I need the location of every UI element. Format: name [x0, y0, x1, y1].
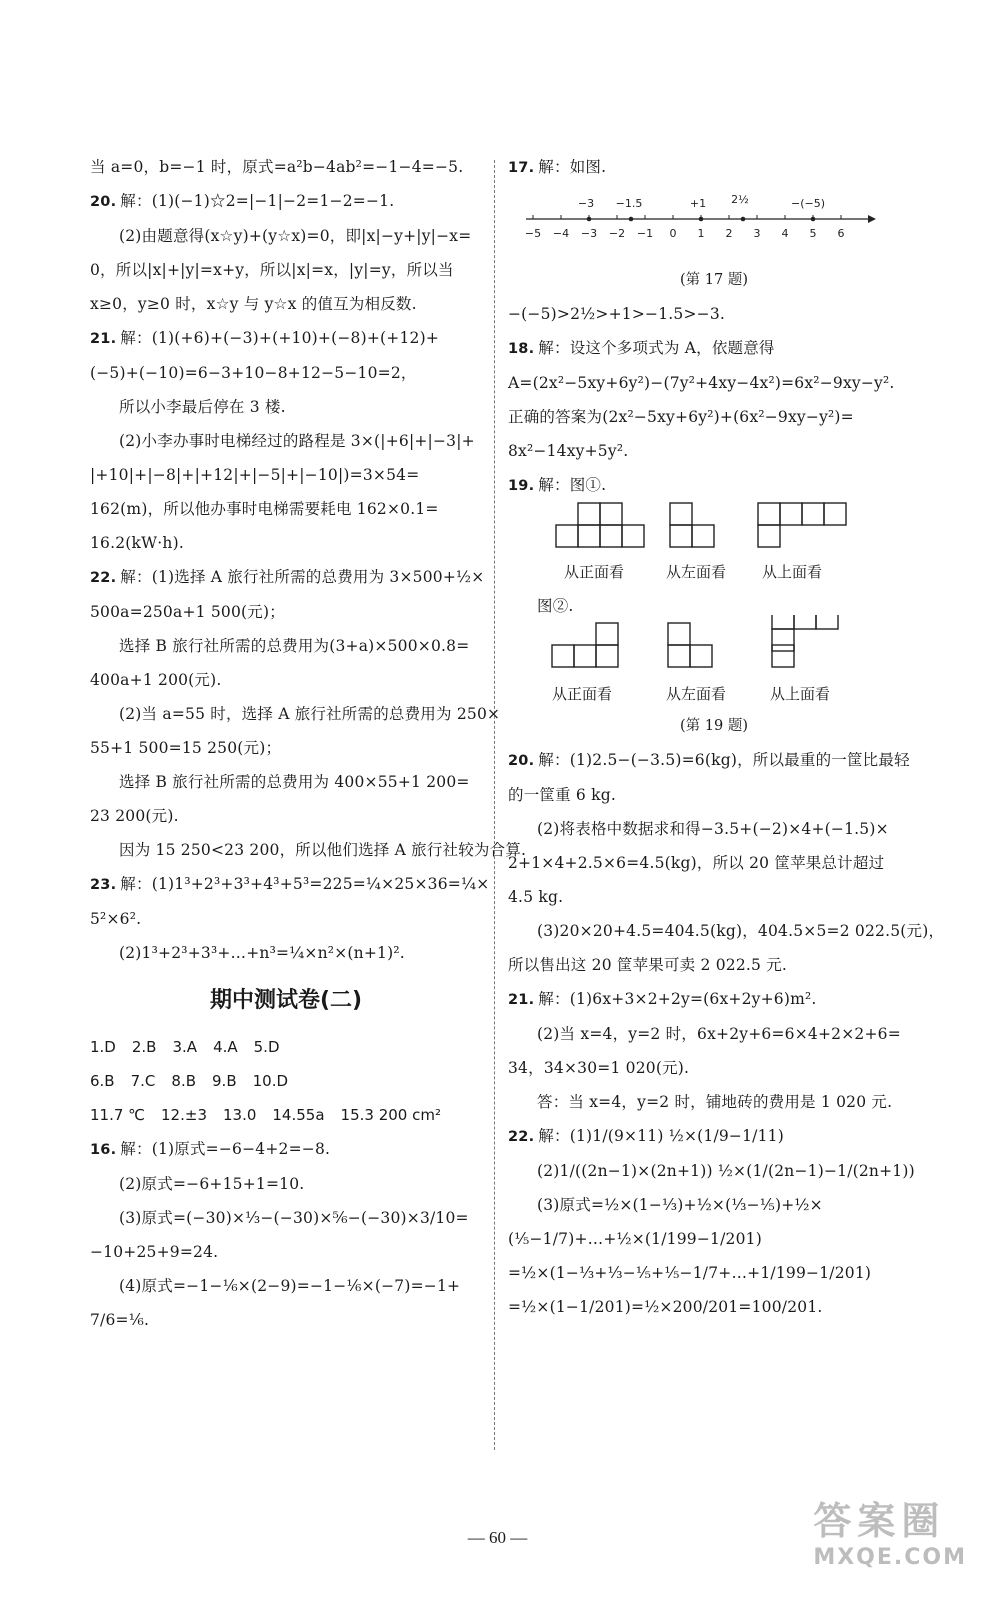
text-line: 解：(1)1/(9×11) ½×(1/9−1/11): [538, 1127, 784, 1145]
answer-item: 4.A: [213, 1038, 238, 1056]
tick-label: −3: [580, 227, 598, 240]
text-line: 的一筐重 6 kg.: [508, 786, 616, 804]
text-line: (2)当 a=55 时，选择 A 旅行社所需的总费用为 250×: [119, 705, 501, 723]
answer-item: 15.3 200 cm²: [340, 1106, 441, 1124]
tick-label: 5: [809, 227, 817, 240]
number-line-figure: [508, 185, 920, 265]
answer-item: 8.B: [171, 1072, 197, 1090]
text-line: (2)1/((2n−1)×(2n+1)) ½×(1/(2n−1)−1/(2n+1)): [537, 1162, 915, 1180]
answer-item: 2.B: [131, 1038, 157, 1056]
text-line: x≥0，y≥0 时，x☆y 与 y☆x 的值互为相反数.: [90, 295, 417, 313]
point-label: +1: [689, 197, 707, 210]
point-label: 2½: [731, 193, 749, 206]
question-number: 20.: [508, 753, 535, 769]
text-line: −10+25+9=24.: [90, 1243, 219, 1261]
view-label: 从上面看: [770, 685, 831, 703]
watermark-url: MXQE.COM: [813, 1545, 967, 1570]
text-line: 2+1×4+2.5×6=4.5(kg)，所以 20 筐苹果总计超过: [508, 854, 885, 872]
tick-label: −4: [552, 227, 570, 240]
text-line: (2)由题意得(x☆y)+(y☆x)=0，即|x|−y+|y|−x=: [119, 227, 472, 245]
watermark-logo: [813, 1490, 967, 1570]
text-line: 选择 B 旅行社所需的总费用为 400×55+1 200=: [119, 773, 470, 791]
tick-label: 0: [669, 227, 677, 240]
tick-label: −5: [524, 227, 542, 240]
text-line: 所以小李最后停在 3 楼.: [119, 398, 286, 416]
text-line: (−5)+(−10)=6−3+10−8+12−5−10=2，: [90, 364, 417, 382]
question-number: 21.: [90, 331, 117, 347]
page-number: — 60 —: [467, 1528, 528, 1547]
answer-item: 10.D: [252, 1072, 289, 1090]
question-number: 23.: [90, 877, 117, 893]
text-line: 解：(1)原式=−6−4+2=−8.: [120, 1140, 331, 1158]
arrow-icon: [868, 215, 876, 223]
question-number: 19.: [508, 478, 535, 494]
text-line: 解：(1)1³+2³+3³+4³+5³=225=¼×25×36=¼×: [120, 875, 490, 893]
view-label: 从上面看: [762, 563, 823, 581]
answer-item: 11.7 ℃: [90, 1106, 146, 1124]
text-line: 所以售出这 20 筐苹果可卖 2 022.5 元.: [508, 956, 788, 974]
question-number: 22.: [508, 1129, 535, 1145]
text-line: 23 200(元).: [90, 807, 179, 825]
text-line: 正确的答案为(2x²−5xy+6y²)+(6x²−9xy−y²)=: [508, 408, 854, 426]
text-line: 34，34×30=1 020(元).: [508, 1059, 690, 1077]
text-line: 解：设这个多项式为 A，依题意得: [538, 339, 775, 357]
text-line: 0，所以|x|+|y|=x+y，所以|x|=x，|y|=y，所以当: [90, 261, 454, 279]
question-number: 18.: [508, 341, 535, 357]
figure-caption: (第 17 题): [680, 272, 748, 288]
text-line: (2)原式=−6+15+1=10.: [119, 1175, 305, 1193]
text-line: 16.2(kW·h).: [90, 534, 184, 552]
text-line: =½×(1−1/201)=½×200/201=100/201.: [508, 1298, 823, 1316]
text-line: (3)原式=(−30)×⅓−(−30)×⅚−(−30)×3/10=: [119, 1209, 469, 1227]
point-label: −(−5): [790, 197, 826, 210]
view-label: 从左面看: [666, 563, 727, 581]
point-label: −3: [577, 197, 595, 210]
text-line: 解：(1)(+6)+(−3)+(+10)+(−8)+(+12)+: [120, 329, 440, 347]
answer-item: 14.55a: [272, 1106, 325, 1124]
text-line: (2)小李办事时电梯经过的路程是 3×(|+6|+|−3|+: [119, 432, 475, 450]
text-line: |+10|+|−8|+|+12|+|−5|+|−10|)=3×54=: [90, 466, 420, 484]
section-title: 期中测试卷(二): [209, 988, 363, 1013]
view-label: 从正面看: [552, 685, 613, 703]
text-line: 答：当 x=4，y=2 时，铺地砖的费用是 1 020 元.: [537, 1093, 893, 1111]
text-line: A=(2x²−5xy+6y²)−(7y²+4xy−4x²)=6x²−9xy−y².: [508, 374, 895, 392]
text-line: 解：图①.: [538, 476, 607, 494]
text-line: (3)20×20+4.5=404.5(kg)，404.5×5=2 022.5(元)，: [537, 922, 945, 940]
text-line: (2)将表格中数据求和得−3.5+(−2)×4+(−1.5)×: [537, 820, 889, 838]
text-line: (⅕−1/7)+…+½×(1/199−1/201): [508, 1230, 762, 1248]
tick-label: 1: [697, 227, 705, 240]
answers-row: [90, 1098, 482, 1132]
three-view-drawing: [508, 615, 920, 679]
answers-row: [90, 1030, 482, 1064]
text-line: 7/6=⅙.: [90, 1311, 150, 1329]
text-line: 因为 15 250<23 200，所以他们选择 A 旅行社较为合算.: [119, 841, 527, 859]
text-line: 解：(1)6x+3×2+2y=(6x+2y+6)m².: [538, 990, 817, 1008]
question-number: 22.: [90, 570, 117, 586]
tick-label: 2: [725, 227, 733, 240]
tick-label: 6: [837, 227, 845, 240]
answer-item: 6.B: [90, 1072, 115, 1090]
figure-2-views: [508, 623, 920, 709]
tick-label: 4: [781, 227, 789, 240]
text-line: 8x²−14xy+5y².: [508, 442, 629, 460]
text-line: 当 a=0，b=−1 时，原式=a²b−4ab²=−1−4=−5.: [90, 158, 464, 176]
figure-caption: (第 19 题): [680, 718, 748, 734]
answer-item: 3.A: [172, 1038, 198, 1056]
text-line: 选择 B 旅行社所需的总费用为(3+a)×500×0.8=: [119, 637, 470, 655]
column-divider: [494, 160, 495, 1450]
question-number: 21.: [508, 992, 535, 1008]
answer-item: 13.0: [222, 1106, 257, 1124]
tick-label: −2: [608, 227, 626, 240]
text-line: 解：(1)(−1)☆2=|−1|−2=1−2=−1.: [120, 192, 395, 210]
tick-label: −1: [636, 227, 654, 240]
answer-item: 9.B: [212, 1072, 237, 1090]
text-line: 解：(1)2.5−(−3.5)=6(kg)，所以最重的一筐比最轻: [538, 751, 910, 769]
text-line: (4)原式=−1−⅙×(2−9)=−1−⅙×(−7)=−1+: [119, 1277, 461, 1295]
view-label: 从正面看: [564, 563, 625, 581]
watermark-text: 答案圈: [813, 1499, 946, 1543]
answers-row: [90, 1064, 482, 1098]
answer-item: 7.C: [130, 1072, 156, 1090]
text-line: 55+1 500=15 250(元)；: [90, 739, 282, 757]
answer-item: 12.±3: [161, 1106, 207, 1124]
figure-1-views: [508, 503, 920, 595]
text-line: (3)原式=½×(1−⅓)+½×(⅓−⅕)+½×: [537, 1196, 823, 1214]
answer-item: 1.D: [90, 1038, 116, 1056]
text-line: 162(m)，所以他办事时电梯需要耗电 162×0.1=: [90, 500, 439, 518]
question-number: 17.: [508, 160, 535, 176]
text-line: =½×(1−⅓+⅓−⅕+⅕−1/7+…+1/199−1/201): [508, 1264, 872, 1282]
text-line: −(−5)>2½>+1>−1.5>−3.: [508, 305, 726, 323]
answer-item: 5.D: [253, 1038, 280, 1056]
text-line: 5²×6².: [90, 910, 142, 928]
text-line: 图②.: [537, 597, 574, 615]
point-label: −1.5: [615, 197, 643, 210]
right-column: [508, 150, 945, 1324]
three-view-drawing: [508, 499, 920, 559]
tick-label: 3: [753, 227, 761, 240]
text-line: 解：(1)选择 A 旅行社所需的总费用为 3×500+½×: [120, 568, 485, 586]
question-number: 20.: [90, 194, 117, 210]
view-label: 从左面看: [666, 685, 727, 703]
text-line: (2)当 x=4，y=2 时，6x+2y+6=6×4+2×2+6=: [537, 1025, 901, 1043]
text-line: 4.5 kg.: [508, 888, 564, 906]
text-line: 500a=250a+1 500(元)；: [90, 603, 285, 621]
question-number: 16.: [90, 1142, 117, 1158]
text-line: 400a+1 200(元).: [90, 671, 222, 689]
text-line: (2)1³+2³+3³+…+n³=¼×n²×(n+1)².: [119, 944, 405, 962]
text-line: 解：如图.: [538, 158, 607, 176]
